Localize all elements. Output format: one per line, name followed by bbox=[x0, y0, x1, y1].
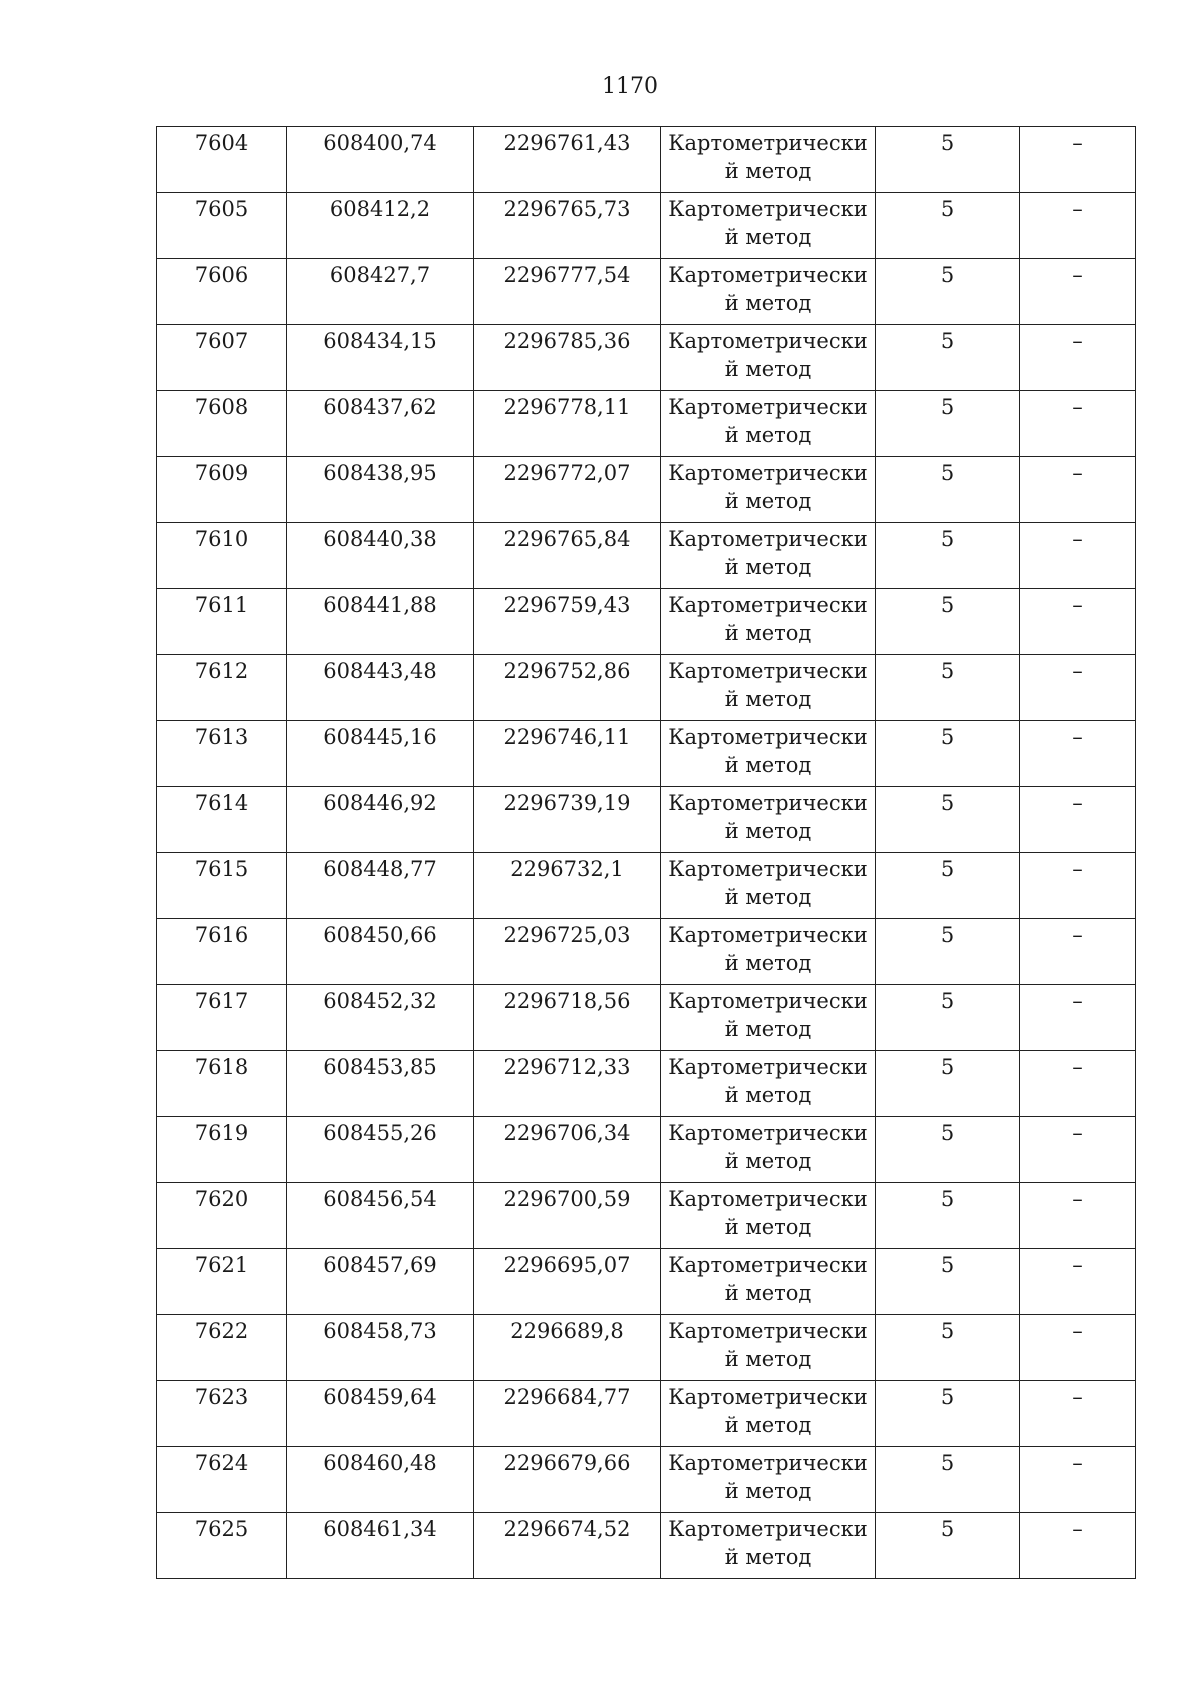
y-coordinate-cell: 2296684,77 bbox=[474, 1381, 661, 1447]
x-coordinate-cell: 608457,69 bbox=[287, 1249, 474, 1315]
table-row bbox=[157, 1381, 1136, 1447]
x-coordinate-cell: 608453,85 bbox=[287, 1051, 474, 1117]
note-cell: – bbox=[1020, 853, 1136, 919]
table-row bbox=[157, 325, 1136, 391]
accuracy-cell: 5 bbox=[876, 655, 1020, 721]
point-number-cell: 7620 bbox=[157, 1183, 287, 1249]
accuracy-cell: 5 bbox=[876, 1447, 1020, 1513]
x-coordinate-cell: 608455,26 bbox=[287, 1117, 474, 1183]
note-cell: – bbox=[1020, 1381, 1136, 1447]
table-row bbox=[157, 919, 1136, 985]
point-number-cell: 7616 bbox=[157, 919, 287, 985]
method-cell: Картометрически й метод bbox=[661, 985, 876, 1051]
point-number-cell: 7622 bbox=[157, 1315, 287, 1381]
x-coordinate-cell: 608400,74 bbox=[287, 127, 474, 193]
table-row bbox=[157, 589, 1136, 655]
y-coordinate-cell: 2296725,03 bbox=[474, 919, 661, 985]
y-coordinate-cell: 2296772,07 bbox=[474, 457, 661, 523]
table-row bbox=[157, 985, 1136, 1051]
accuracy-cell: 5 bbox=[876, 853, 1020, 919]
note-cell: – bbox=[1020, 1117, 1136, 1183]
method-cell: Картометрически й метод bbox=[661, 1315, 876, 1381]
table-row bbox=[157, 655, 1136, 721]
x-coordinate-cell: 608437,62 bbox=[287, 391, 474, 457]
table-row bbox=[157, 853, 1136, 919]
method-cell: Картометрически й метод bbox=[661, 127, 876, 193]
y-coordinate-cell: 2296700,59 bbox=[474, 1183, 661, 1249]
y-coordinate-cell: 2296689,8 bbox=[474, 1315, 661, 1381]
accuracy-cell: 5 bbox=[876, 457, 1020, 523]
point-number-cell: 7610 bbox=[157, 523, 287, 589]
y-coordinate-cell: 2296679,66 bbox=[474, 1447, 661, 1513]
point-number-cell: 7604 bbox=[157, 127, 287, 193]
y-coordinate-cell: 2296706,34 bbox=[474, 1117, 661, 1183]
method-cell: Картометрически й метод bbox=[661, 1183, 876, 1249]
accuracy-cell: 5 bbox=[876, 259, 1020, 325]
note-cell: – bbox=[1020, 1513, 1136, 1579]
y-coordinate-cell: 2296778,11 bbox=[474, 391, 661, 457]
point-number-cell: 7618 bbox=[157, 1051, 287, 1117]
y-coordinate-cell: 2296732,1 bbox=[474, 853, 661, 919]
table-row bbox=[157, 193, 1136, 259]
accuracy-cell: 5 bbox=[876, 127, 1020, 193]
point-number-cell: 7621 bbox=[157, 1249, 287, 1315]
y-coordinate-cell: 2296718,56 bbox=[474, 985, 661, 1051]
table-row bbox=[157, 1447, 1136, 1513]
y-coordinate-cell: 2296674,52 bbox=[474, 1513, 661, 1579]
accuracy-cell: 5 bbox=[876, 391, 1020, 457]
note-cell: – bbox=[1020, 391, 1136, 457]
accuracy-cell: 5 bbox=[876, 193, 1020, 259]
table-row bbox=[157, 787, 1136, 853]
method-cell: Картометрически й метод bbox=[661, 1249, 876, 1315]
coordinates-table bbox=[156, 126, 1136, 1579]
note-cell: – bbox=[1020, 523, 1136, 589]
table-row bbox=[157, 1315, 1136, 1381]
x-coordinate-cell: 608438,95 bbox=[287, 457, 474, 523]
x-coordinate-cell: 608446,92 bbox=[287, 787, 474, 853]
y-coordinate-cell: 2296739,19 bbox=[474, 787, 661, 853]
point-number-cell: 7617 bbox=[157, 985, 287, 1051]
x-coordinate-cell: 608434,15 bbox=[287, 325, 474, 391]
point-number-cell: 7606 bbox=[157, 259, 287, 325]
table-row bbox=[157, 259, 1136, 325]
method-cell: Картометрически й метод bbox=[661, 1381, 876, 1447]
note-cell: – bbox=[1020, 1315, 1136, 1381]
accuracy-cell: 5 bbox=[876, 1513, 1020, 1579]
y-coordinate-cell: 2296695,07 bbox=[474, 1249, 661, 1315]
x-coordinate-cell: 608458,73 bbox=[287, 1315, 474, 1381]
x-coordinate-cell: 608456,54 bbox=[287, 1183, 474, 1249]
x-coordinate-cell: 608459,64 bbox=[287, 1381, 474, 1447]
method-cell: Картометрически й метод bbox=[661, 721, 876, 787]
note-cell: – bbox=[1020, 1447, 1136, 1513]
table-row bbox=[157, 1513, 1136, 1579]
method-cell: Картометрически й метод bbox=[661, 589, 876, 655]
method-cell: Картометрически й метод bbox=[661, 787, 876, 853]
point-number-cell: 7613 bbox=[157, 721, 287, 787]
note-cell: – bbox=[1020, 655, 1136, 721]
point-number-cell: 7623 bbox=[157, 1381, 287, 1447]
method-cell: Картометрически й метод bbox=[661, 523, 876, 589]
note-cell: – bbox=[1020, 193, 1136, 259]
x-coordinate-cell: 608441,88 bbox=[287, 589, 474, 655]
accuracy-cell: 5 bbox=[876, 787, 1020, 853]
note-cell: – bbox=[1020, 787, 1136, 853]
accuracy-cell: 5 bbox=[876, 1051, 1020, 1117]
method-cell: Картометрически й метод bbox=[661, 853, 876, 919]
table-row bbox=[157, 391, 1136, 457]
method-cell: Картометрически й метод bbox=[661, 1447, 876, 1513]
point-number-cell: 7625 bbox=[157, 1513, 287, 1579]
table-row bbox=[157, 127, 1136, 193]
note-cell: – bbox=[1020, 259, 1136, 325]
accuracy-cell: 5 bbox=[876, 589, 1020, 655]
method-cell: Картометрически й метод bbox=[661, 193, 876, 259]
y-coordinate-cell: 2296785,36 bbox=[474, 325, 661, 391]
accuracy-cell: 5 bbox=[876, 325, 1020, 391]
y-coordinate-cell: 2296761,43 bbox=[474, 127, 661, 193]
method-cell: Картометрически й метод bbox=[661, 391, 876, 457]
method-cell: Картометрически й метод bbox=[661, 655, 876, 721]
accuracy-cell: 5 bbox=[876, 919, 1020, 985]
x-coordinate-cell: 608460,48 bbox=[287, 1447, 474, 1513]
y-coordinate-cell: 2296712,33 bbox=[474, 1051, 661, 1117]
point-number-cell: 7615 bbox=[157, 853, 287, 919]
x-coordinate-cell: 608450,66 bbox=[287, 919, 474, 985]
table-body bbox=[157, 127, 1136, 1579]
accuracy-cell: 5 bbox=[876, 1183, 1020, 1249]
note-cell: – bbox=[1020, 127, 1136, 193]
method-cell: Картометрически й метод bbox=[661, 1513, 876, 1579]
note-cell: – bbox=[1020, 1051, 1136, 1117]
note-cell: – bbox=[1020, 457, 1136, 523]
note-cell: – bbox=[1020, 985, 1136, 1051]
x-coordinate-cell: 608452,32 bbox=[287, 985, 474, 1051]
accuracy-cell: 5 bbox=[876, 523, 1020, 589]
point-number-cell: 7624 bbox=[157, 1447, 287, 1513]
point-number-cell: 7605 bbox=[157, 193, 287, 259]
accuracy-cell: 5 bbox=[876, 985, 1020, 1051]
method-cell: Картометрически й метод bbox=[661, 919, 876, 985]
accuracy-cell: 5 bbox=[876, 721, 1020, 787]
method-cell: Картометрически й метод bbox=[661, 325, 876, 391]
note-cell: – bbox=[1020, 1183, 1136, 1249]
point-number-cell: 7608 bbox=[157, 391, 287, 457]
accuracy-cell: 5 bbox=[876, 1249, 1020, 1315]
point-number-cell: 7614 bbox=[157, 787, 287, 853]
x-coordinate-cell: 608412,2 bbox=[287, 193, 474, 259]
accuracy-cell: 5 bbox=[876, 1117, 1020, 1183]
point-number-cell: 7619 bbox=[157, 1117, 287, 1183]
table-row bbox=[157, 721, 1136, 787]
y-coordinate-cell: 2296765,73 bbox=[474, 193, 661, 259]
y-coordinate-cell: 2296777,54 bbox=[474, 259, 661, 325]
method-cell: Картометрически й метод bbox=[661, 457, 876, 523]
y-coordinate-cell: 2296752,86 bbox=[474, 655, 661, 721]
point-number-cell: 7611 bbox=[157, 589, 287, 655]
y-coordinate-cell: 2296746,11 bbox=[474, 721, 661, 787]
page-number: 1170 bbox=[602, 74, 658, 99]
x-coordinate-cell: 608445,16 bbox=[287, 721, 474, 787]
method-cell: Картометрически й метод bbox=[661, 1117, 876, 1183]
point-number-cell: 7609 bbox=[157, 457, 287, 523]
table-row bbox=[157, 1117, 1136, 1183]
accuracy-cell: 5 bbox=[876, 1315, 1020, 1381]
table-row bbox=[157, 523, 1136, 589]
table-row bbox=[157, 1051, 1136, 1117]
note-cell: – bbox=[1020, 1249, 1136, 1315]
method-cell: Картометрически й метод bbox=[661, 259, 876, 325]
note-cell: – bbox=[1020, 589, 1136, 655]
note-cell: – bbox=[1020, 721, 1136, 787]
note-cell: – bbox=[1020, 919, 1136, 985]
y-coordinate-cell: 2296759,43 bbox=[474, 589, 661, 655]
table-row bbox=[157, 457, 1136, 523]
point-number-cell: 7612 bbox=[157, 655, 287, 721]
x-coordinate-cell: 608461,34 bbox=[287, 1513, 474, 1579]
table-row bbox=[157, 1249, 1136, 1315]
y-coordinate-cell: 2296765,84 bbox=[474, 523, 661, 589]
table-row bbox=[157, 1183, 1136, 1249]
note-cell: – bbox=[1020, 325, 1136, 391]
accuracy-cell: 5 bbox=[876, 1381, 1020, 1447]
x-coordinate-cell: 608440,38 bbox=[287, 523, 474, 589]
x-coordinate-cell: 608443,48 bbox=[287, 655, 474, 721]
x-coordinate-cell: 608427,7 bbox=[287, 259, 474, 325]
method-cell: Картометрически й метод bbox=[661, 1051, 876, 1117]
point-number-cell: 7607 bbox=[157, 325, 287, 391]
x-coordinate-cell: 608448,77 bbox=[287, 853, 474, 919]
